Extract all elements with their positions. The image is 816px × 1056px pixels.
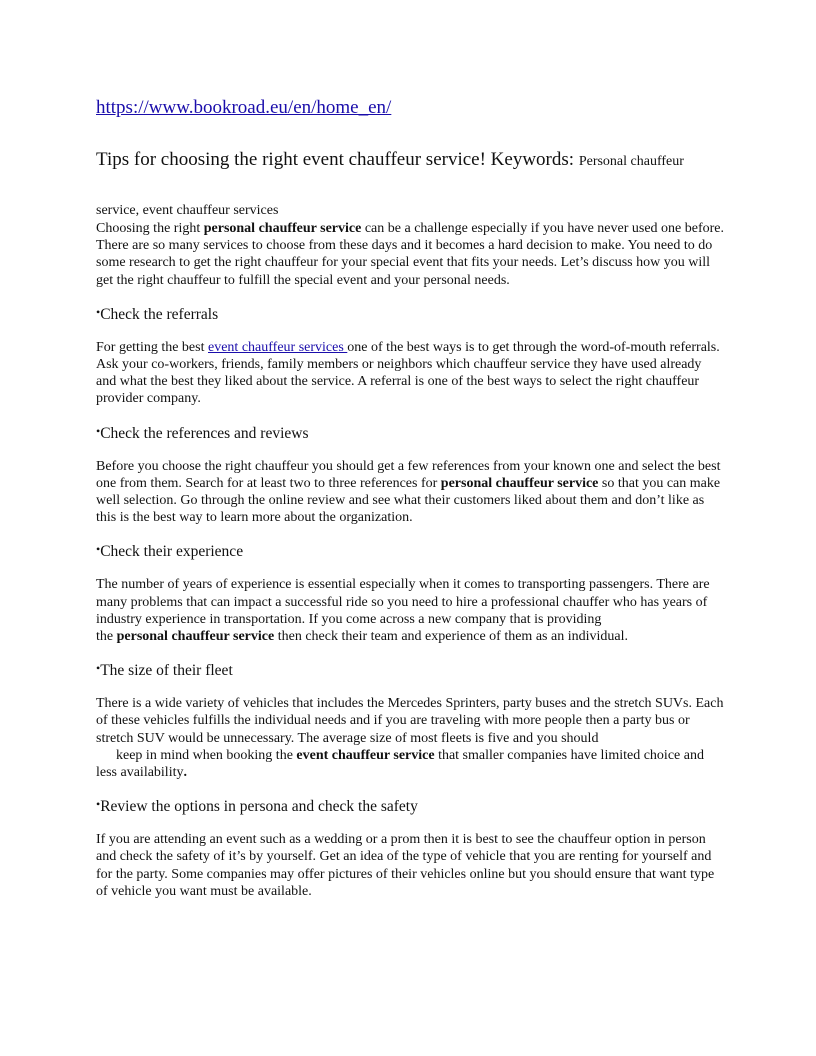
paragraph-text: the [96, 629, 117, 645]
bold-period: . [183, 765, 187, 781]
paragraph-text: that smaller companies have limited choice and less availability [96, 747, 704, 781]
intro-text-2: can be a challenge especially if you have never used one before. There are so many services to choose from these days and it becomes a hard decision to make. You need to do some research to get the right chauffeur for your special event that fits your needs. Let’s discuss how you will get the right chauffeur to fulfill the special event and your personal needs. [96, 221, 725, 288]
bullet-icon: • [96, 542, 101, 557]
keywords-continued: service, event chauffeur services [96, 203, 279, 218]
section-paragraph-fleet [96, 695, 724, 781]
section-paragraph-reviews [96, 458, 724, 527]
page-title [96, 148, 724, 174]
bullet-icon: • [96, 661, 101, 676]
paragraph-text: one of the best ways is to get through the word-of-mouth referrals. Ask your co-workers, friends, family members or neighbors which chauffeur service they have used already and what the best they liked about the service. A referral is one of the best ways to select the right chauffeur provider company. [96, 339, 720, 407]
keywords-text: Personal chauffeur [578, 154, 684, 169]
section-heading-referrals [96, 305, 724, 325]
bold-keyword: personal chauffeur service [440, 475, 599, 491]
section-paragraph-experience [96, 576, 724, 645]
bold-keyword: event chauffeur service [296, 747, 435, 763]
section-heading-text: The size of their fleet [100, 662, 233, 680]
paragraph-text: There is a wide variety of vehicles that includes the Mercedes Sprinters, party buses and the stretch SUVs. Each of these vehicles fulfills the individual needs and if you are traveling with more people then a party bus or stretch SUV would be unnecessary. The average size of most fleets is five and you should [96, 696, 724, 746]
paragraph-text: For getting the best [96, 339, 208, 355]
section-heading-text: Review the options in persona and check the safety [100, 798, 418, 816]
section-heading-experience [96, 542, 724, 562]
paragraph-text: then check their team and experience of them as an individual. [274, 629, 628, 645]
paragraph-text: Before you choose the right chauffeur you should get a few references from your known one and select the best one from them. Search for at least two to three references for [96, 458, 721, 491]
intro-bold-keyword: personal chauffeur service [203, 221, 362, 236]
bullet-icon: • [96, 797, 101, 812]
section-paragraph-safety [96, 831, 724, 900]
bold-keyword: personal chauffeur service [116, 629, 275, 645]
section-heading-safety [96, 797, 724, 817]
paragraph-text: The number of years of experience is essential especially when it comes to transporting passengers. There are many problems that can impact a successful ride so you need to hire a professional chauffer who has years of industry experience in transportation. If you come across a new company that is providing [96, 577, 710, 627]
intro-text-1: Choosing the right [96, 221, 204, 236]
website-link[interactable]: https://www.bookroad.eu/en/home_en/ [96, 97, 392, 118]
event-chauffeur-services-link[interactable]: event chauffeur services [208, 339, 348, 355]
section-heading-fleet [96, 661, 724, 681]
paragraph-text: keep in mind when booking the [116, 747, 297, 763]
section-paragraph-referrals [96, 339, 724, 408]
intro-paragraph [96, 220, 724, 289]
paragraph-text: If you are attending an event such as a wedding or a prom then it is best to see the chauffeur option in person and check the safety of it’s by yourself. Get an idea of the type of vehicle that you are renting for yourself and for the party. Some companies may offer pictures of their vehicles online but you should ensure that want type of vehicle you want must be available. [96, 832, 715, 899]
paragraph-text: so that you can make well selection. Go through the online review and see what their customers liked about them and don’t like as this is the best way to learn more about the organization. [96, 475, 721, 526]
section-heading-text: Check the references and reviews [100, 424, 309, 442]
section-heading-text: Check the referrals [100, 305, 219, 323]
bullet-icon: • [96, 423, 101, 438]
bullet-icon: • [96, 304, 101, 319]
document-page [96, 96, 724, 900]
section-heading-reviews [96, 424, 724, 444]
section-heading-text: Check their experience [100, 543, 244, 561]
title-text: Tips for choosing the right event chauffeur service! Keywords: [96, 149, 575, 170]
